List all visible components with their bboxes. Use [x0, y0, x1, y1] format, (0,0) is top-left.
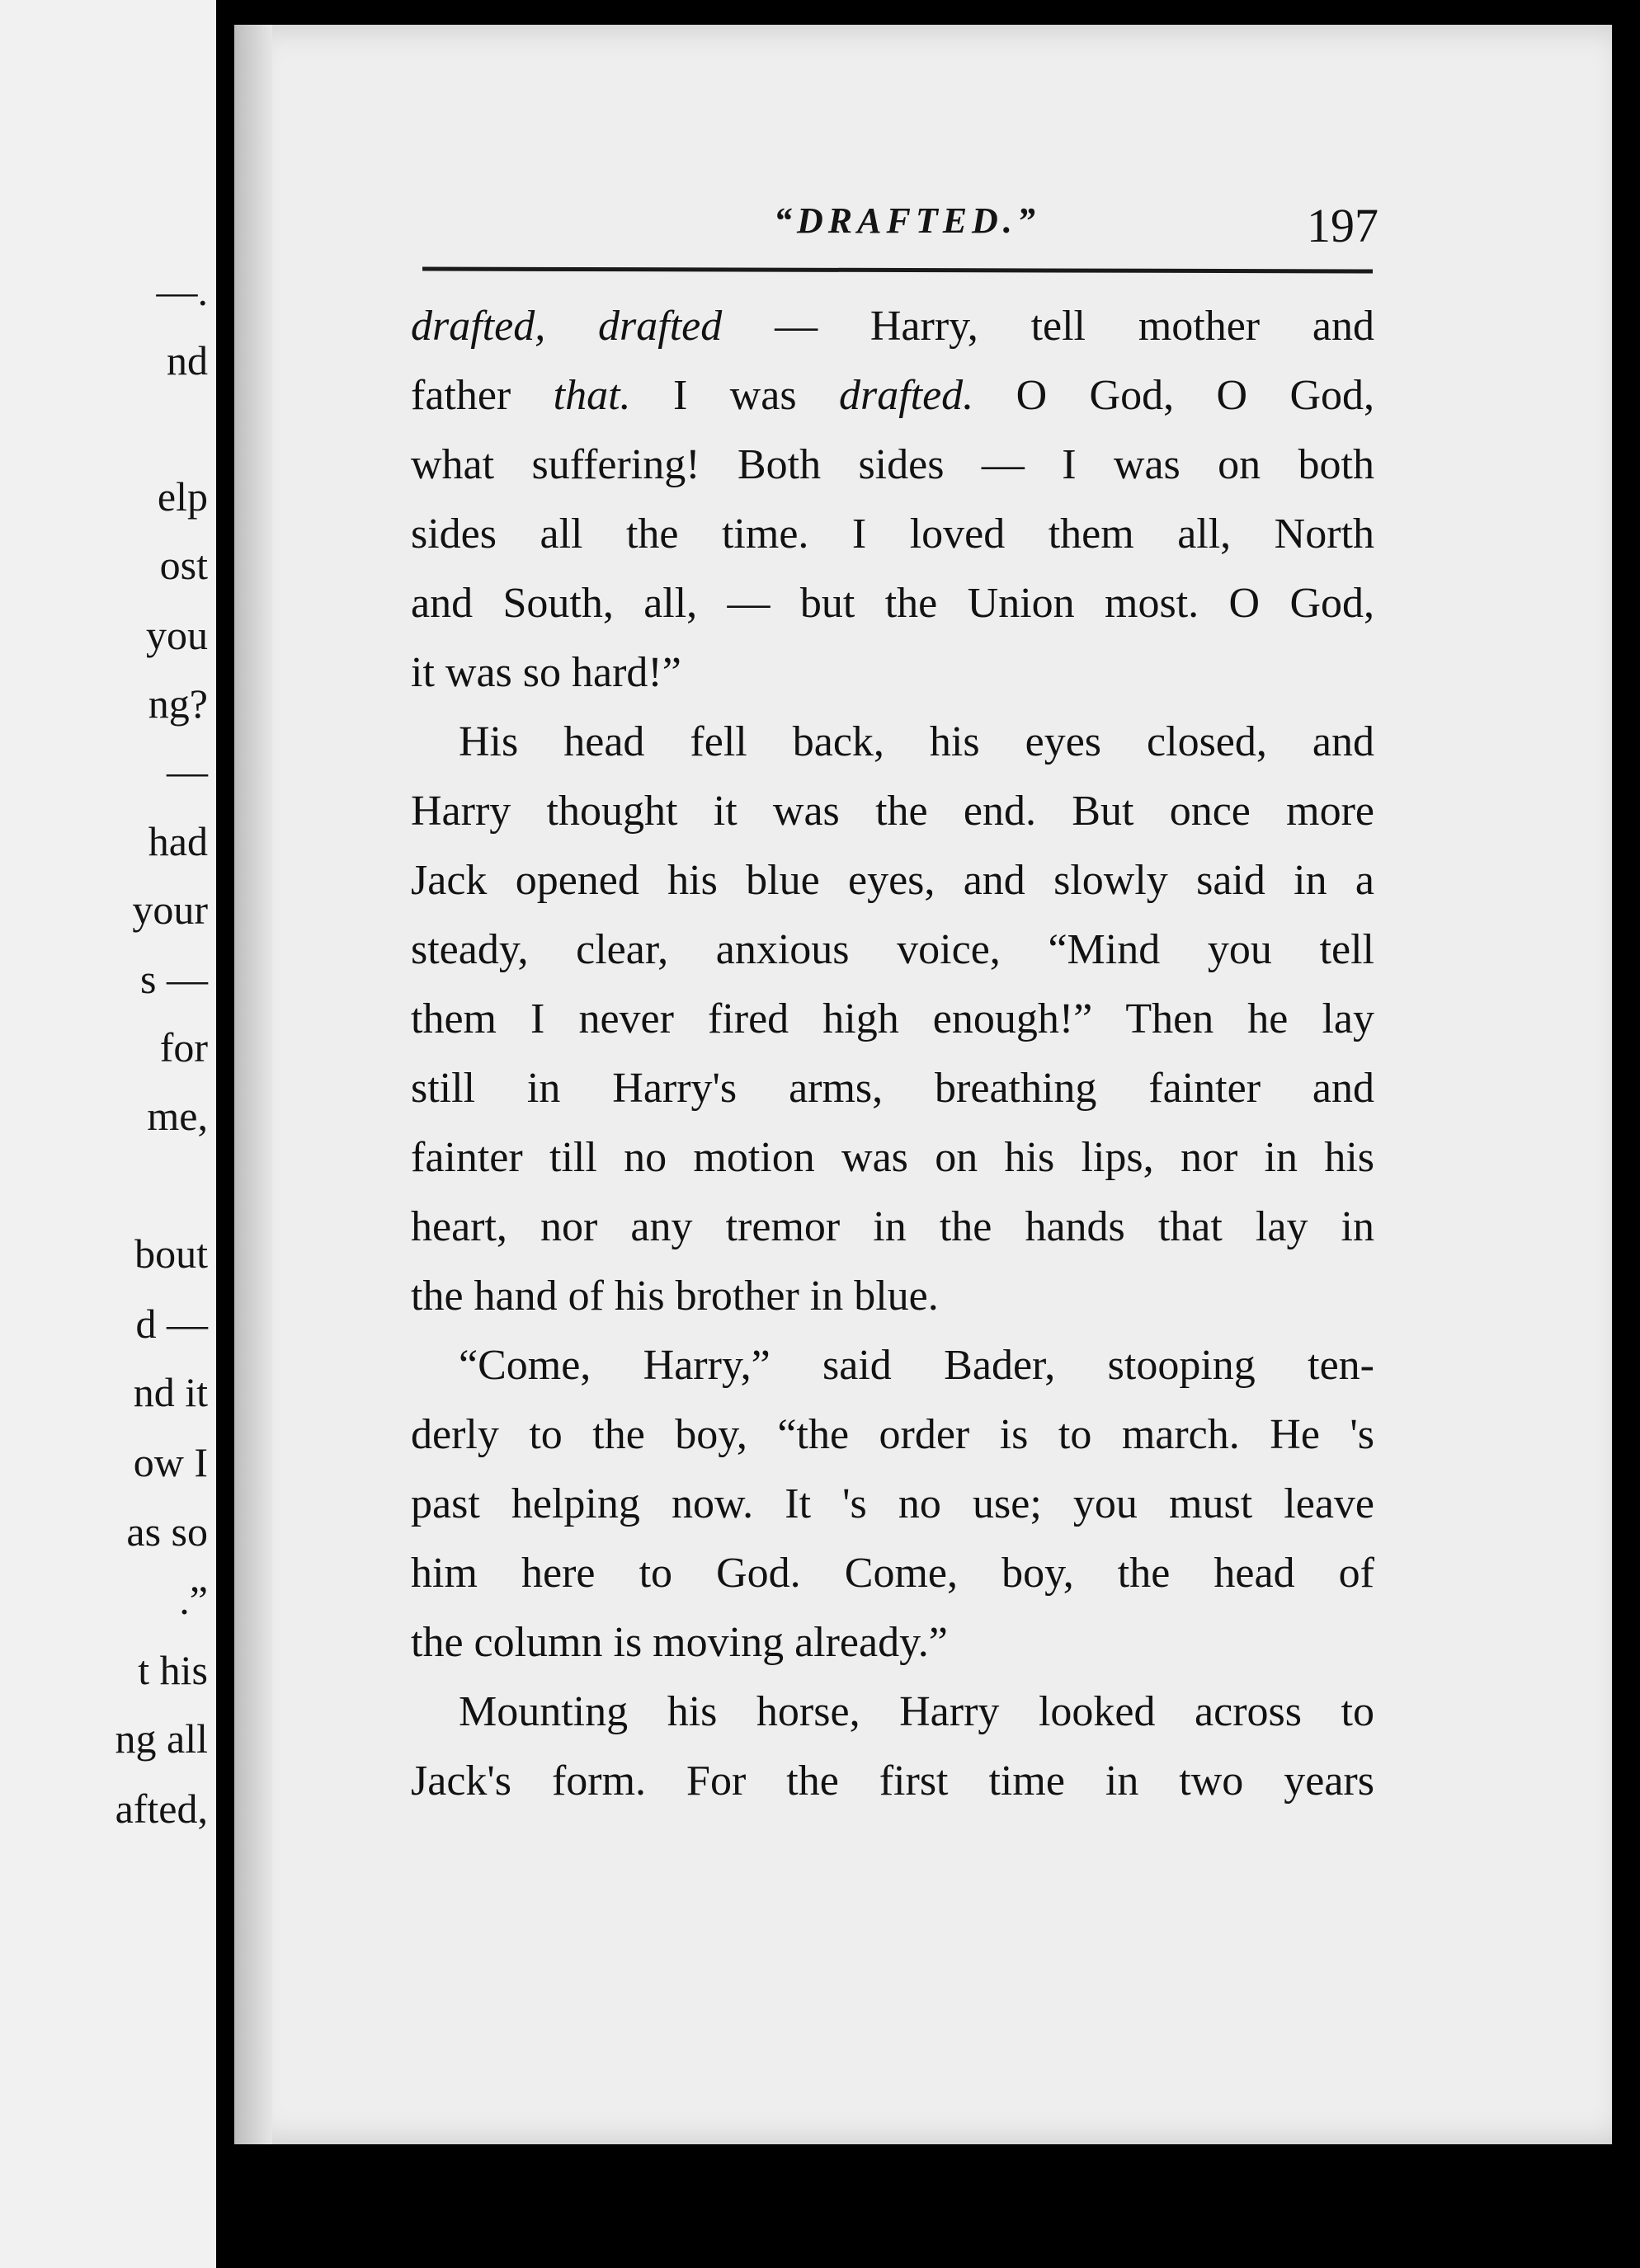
text-line: heart, nor any tremor in the hands that lay in — [411, 1203, 1374, 1250]
text-line: Jack opened his blue eyes, and slowly said in a — [411, 857, 1374, 904]
text-line: derly to the boy, “the order is to march. He 's — [411, 1411, 1374, 1458]
facing-line: your — [132, 887, 208, 933]
facing-line: nd it — [133, 1369, 208, 1415]
text-line: drafted, drafted — Harry, tell mother and — [411, 303, 1375, 350]
running-head: “DRAFTED.” — [774, 200, 1040, 241]
text-line: “Come, Harry,” said Bader, stooping ten- — [459, 1342, 1374, 1389]
facing-line: — — [167, 748, 208, 794]
text-line: them I never fired high enough!” Then he lay — [411, 995, 1374, 1042]
page-gutter — [218, 0, 234, 2268]
text-line: and South, all, — but the Union most. O God, — [411, 580, 1374, 627]
facing-page-fragment — [0, 0, 216, 2268]
facing-line: me, — [147, 1093, 208, 1139]
facing-line: s — — [140, 956, 208, 1002]
text-line: Mounting his horse, Harry looked across to — [459, 1688, 1374, 1735]
facing-line: elp — [157, 473, 208, 520]
page-fold-shadow — [234, 25, 272, 2144]
text-line: it was so hard!” — [411, 649, 681, 696]
facing-line: ost — [159, 542, 208, 588]
text-line: Jack's form. For the first time in two years — [411, 1757, 1374, 1805]
facing-line: ow I — [133, 1439, 208, 1485]
facing-line: nd — [167, 337, 208, 383]
text-line: steady, clear, anxious voice, “Mind you tell — [411, 926, 1374, 973]
text-line: Harry thought it was the end. But once more — [411, 788, 1374, 835]
facing-line: you — [146, 612, 208, 658]
text-line: the column is moving already.” — [411, 1619, 948, 1666]
text-line: sides all the time. I loved them all, North — [411, 511, 1374, 558]
facing-line: ng all — [115, 1715, 208, 1762]
facing-line: as so — [126, 1508, 208, 1555]
facing-line: .” — [179, 1577, 208, 1623]
facing-line: afted, — [115, 1786, 208, 1832]
facing-line: t his — [138, 1647, 208, 1693]
text-line: the hand of his brother in blue. — [411, 1273, 939, 1320]
facing-line: ng? — [148, 680, 208, 727]
page-number: 197 — [1307, 199, 1378, 252]
text-line: what suffering! Both sides — I was on both — [411, 441, 1374, 488]
facing-line: —. — [156, 268, 208, 314]
text-line: fainter till no motion was on his lips, nor in his — [411, 1134, 1374, 1181]
facing-line: d — — [135, 1301, 208, 1347]
facing-line: for — [159, 1024, 208, 1070]
text-line: father that. I was drafted. O God, O God, — [411, 372, 1375, 419]
text-line: still in Harry's arms, breathing fainter and — [411, 1065, 1374, 1112]
text-line: past helping now. It 's no use; you must leave — [411, 1480, 1374, 1527]
text-line: His head fell back, his eyes closed, and — [459, 718, 1374, 765]
facing-line: bout — [134, 1230, 208, 1277]
facing-line: had — [148, 818, 208, 864]
text-line: him here to God. Come, boy, the head of — [411, 1550, 1374, 1597]
page-bottom-edge — [234, 2144, 1612, 2268]
